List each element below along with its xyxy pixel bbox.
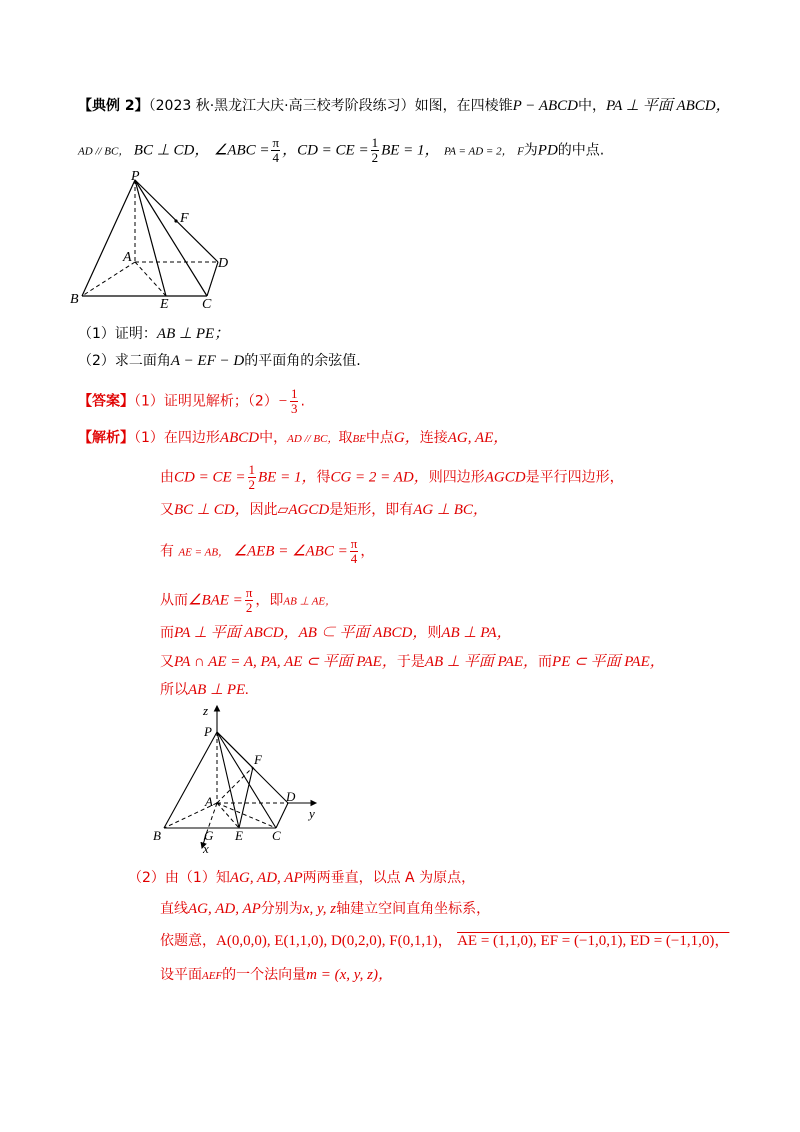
pa-perp-plane: PA ⊥ 平面 ABCD， [606, 98, 731, 114]
pyramid-name: P − ABCD [512, 98, 579, 114]
math: BC ⊥ CD， [174, 502, 250, 518]
frac-den: 4 [350, 551, 358, 566]
label-g: G [204, 828, 214, 843]
text: 于是 [396, 654, 425, 670]
math: AGCD [288, 502, 330, 518]
math: x, y, z [302, 901, 337, 917]
label-d: D [218, 256, 229, 271]
label-b: B [153, 828, 161, 843]
math: AB ⊥ PE. [188, 682, 249, 698]
label-x: x [203, 841, 209, 854]
text: 的一个法向量 [222, 967, 307, 983]
label-p: P [204, 724, 212, 739]
answer-line [78, 387, 305, 416]
analysis-line-7 [160, 652, 665, 672]
text: 而 [160, 625, 174, 641]
normal-vector: m = (x, y, z)， [306, 967, 393, 983]
answer-text: （1）证明见解析；（2） [134, 393, 278, 410]
coordinates: A(0,0,0), E(1,1,0), D(0,2,0), F(0,1,1)， [216, 933, 453, 949]
label-f: F [180, 211, 189, 226]
fraction-pi-over-4 [271, 136, 280, 165]
text: 取 [338, 430, 353, 446]
math: G， [393, 430, 420, 446]
label-b: B [70, 292, 79, 307]
plane-name: AEF [202, 970, 223, 982]
text: 则 [427, 625, 442, 641]
edge-ac [217, 803, 276, 828]
part2-line-4 [160, 965, 393, 986]
math: AB ⊥ 平面 PAE， [424, 654, 539, 670]
wei-text: 为 [523, 142, 538, 159]
frac-den: 2 [245, 600, 253, 615]
q2-label: （2）求二面角 [78, 353, 171, 369]
math: AB ⊂ 平面 ABCD， [298, 625, 428, 641]
point-f: F [517, 145, 524, 158]
text: 又 [160, 654, 174, 670]
edge-pc [135, 180, 207, 296]
question-1 [78, 324, 229, 344]
analysis-line-1 [78, 428, 508, 449]
pa-ad-2: PA = AD = 2， [443, 145, 513, 158]
text: ，即 [255, 592, 284, 609]
math: AG, AE， [447, 430, 509, 446]
analysis-line-6 [160, 623, 512, 643]
problem-line-2 [78, 136, 604, 165]
text: 连接 [419, 430, 448, 446]
frac-num: 1 [371, 135, 379, 150]
text: 分别为 [260, 901, 303, 917]
label-a: A [123, 250, 132, 265]
coordinate-figure [150, 700, 330, 854]
segment-pd: PD [537, 142, 558, 159]
text: 由 [160, 469, 174, 486]
source-note: （2023 秋·黑龙江大庆·高三校考阶段练习） [148, 98, 415, 114]
part2-line-1 [128, 868, 475, 888]
question-2 [78, 351, 361, 371]
math: AGCD [484, 469, 526, 486]
text: 依题意， [160, 933, 216, 949]
be-equals-1: BE = 1， [381, 142, 440, 159]
label-c: C [202, 297, 212, 312]
math: PA ∩ AE = A, PA, AE ⊂ 平面 PAE， [174, 654, 397, 670]
text: 中点 [365, 430, 394, 446]
edge-pb [164, 732, 217, 828]
text: 则四边形 [428, 469, 485, 486]
q2-suffix: 的平面角的余弦值. [244, 353, 361, 369]
text: 所以 [160, 682, 188, 698]
part2-line-2 [160, 899, 490, 919]
answer-neg: − [277, 393, 288, 410]
text: 是平行四边形， [525, 469, 624, 486]
label-d: D [286, 789, 296, 804]
math: PA ⊥ 平面 ABCD， [174, 625, 299, 641]
frac-den: 4 [272, 150, 280, 165]
intro-text: 如图，在四棱锥 [414, 98, 513, 114]
angle-abc: ∠ABC = [213, 142, 270, 159]
text: 又 [160, 502, 174, 518]
analysis-line-5 [160, 586, 336, 615]
math: BE = 1， [258, 469, 317, 486]
math: AG ⊥ BC， [413, 502, 488, 518]
text: 从而 [160, 592, 188, 609]
fraction-one-third [290, 387, 299, 416]
analysis-line-8 [160, 680, 249, 700]
frac-num: 1 [290, 386, 298, 401]
frac-num: π [245, 585, 253, 600]
text: 有 [160, 543, 174, 560]
math: AG, AD, AP [229, 870, 303, 886]
edge-fe [239, 767, 253, 828]
edge-pe [217, 732, 239, 828]
edge-af [217, 767, 253, 803]
q1-label: （1）证明： [78, 326, 157, 342]
math: PE ⊂ 平面 PAE， [552, 654, 665, 670]
text: 得 [316, 469, 331, 486]
math: AB ⊥ AE， [283, 595, 337, 608]
text: 轴建立空间直角坐标系， [336, 901, 491, 917]
frac-num: π [350, 536, 358, 551]
text: 两两垂直，以点 A 为原点， [302, 870, 476, 886]
part2-line-3 [160, 931, 729, 951]
pyramid-figure [62, 168, 252, 314]
frac-den: 2 [248, 477, 255, 492]
frac-den: 3 [290, 401, 298, 416]
edge-cd [207, 262, 218, 296]
label-a: A [205, 794, 213, 809]
math: BE [352, 433, 366, 445]
label-p: P [131, 169, 140, 184]
label-c: C [272, 828, 281, 843]
text: （1）在四边形 [134, 430, 220, 446]
math: AG, AD, AP [188, 901, 261, 917]
frac-num: 1 [248, 462, 255, 477]
q2-math: A − EF − D [170, 353, 245, 369]
math: ABCD [219, 430, 260, 446]
fraction-half [248, 463, 257, 492]
example-tag: 【典例 2】 [78, 98, 149, 114]
math: CG = 2 = AD， [330, 469, 429, 486]
intro-mid: 中， [578, 98, 607, 114]
fraction-pi-over-4 [350, 537, 359, 566]
midpoint-text: 的中点. [557, 142, 605, 159]
cd-ce: ，CD = CE = [282, 142, 369, 159]
problem-line-1 [78, 96, 731, 116]
ad-parallel-bc: AD // BC， [78, 145, 130, 158]
text: （2）由（1）知 [128, 870, 230, 886]
label-e: E [235, 828, 243, 843]
label-y: y [309, 806, 315, 821]
bc-perp-cd: BC ⊥ CD， [133, 142, 210, 159]
math: AE = AB， [178, 546, 230, 559]
text: 因此▱ [249, 502, 289, 518]
text: 是矩形，即有 [329, 502, 414, 518]
answer-tag: 【答案】 [78, 393, 134, 410]
answer-end: . [300, 393, 305, 410]
math: AD // BC， [287, 433, 339, 445]
edge-cd [276, 803, 288, 828]
analysis-line-3 [160, 500, 488, 520]
edge-pf [217, 732, 255, 770]
fraction-pi-over-2 [245, 586, 254, 615]
analysis-tag: 【解析】 [78, 430, 134, 446]
math: AB ⊥ PA， [441, 625, 512, 641]
math: CD = CE = [174, 469, 246, 486]
text: ， [360, 543, 375, 560]
analysis-line-4 [160, 537, 374, 566]
math: ∠AEB = ∠ABC = [233, 543, 348, 560]
q1-math: AB ⊥ PE； [156, 326, 230, 342]
label-f: F [254, 752, 262, 767]
point-f-dot [174, 219, 177, 222]
frac-den: 2 [371, 150, 379, 165]
label-z: z [203, 703, 209, 718]
text: 而 [538, 654, 553, 670]
analysis-line-2 [160, 463, 624, 492]
fraction-half [371, 136, 380, 165]
math: ∠BAE = [188, 592, 243, 609]
text: 设平面 [160, 967, 202, 983]
vectors: AE = (1,1,0), EF = (−1,0,1), ED = (−1,1,0)， [457, 933, 730, 949]
text: 中， [259, 430, 288, 446]
text: 直线 [160, 901, 188, 917]
label-e: E [160, 297, 169, 312]
frac-num: π [272, 135, 280, 150]
edge-pc [217, 732, 276, 828]
